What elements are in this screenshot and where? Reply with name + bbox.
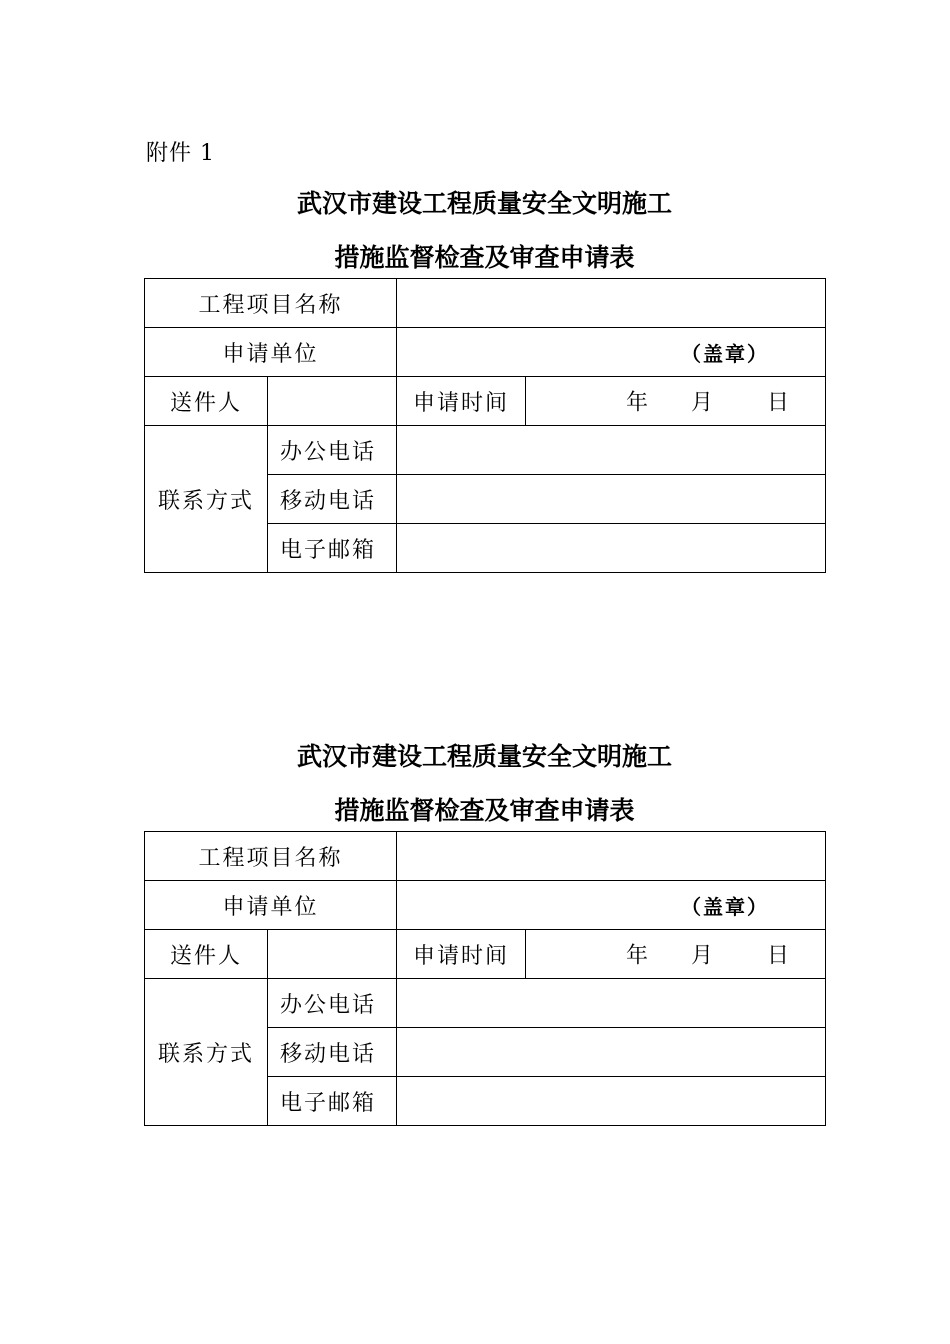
form-title-line1: 武汉市建设工程质量安全文明施工 bbox=[296, 742, 672, 771]
form-table bbox=[144, 831, 826, 1126]
apply-time-label: 申请时间 bbox=[397, 930, 526, 979]
mobile-phone-label: 移动电话 bbox=[268, 475, 397, 524]
sender-row bbox=[145, 377, 826, 426]
project-name-label: 工程项目名称 bbox=[145, 279, 397, 328]
applicant-label: 申请单位 bbox=[145, 881, 397, 930]
apply-date-field[interactable] bbox=[526, 377, 826, 426]
form-title-line2: 措施监督检查及审查申请表 bbox=[334, 243, 635, 272]
month-label: 月 bbox=[691, 943, 716, 969]
office-phone-label: 办公电话 bbox=[268, 426, 397, 475]
email-label: 电子邮箱 bbox=[268, 1077, 397, 1126]
applicant-row bbox=[145, 881, 826, 930]
seal-field[interactable]: （盖章） bbox=[397, 328, 826, 377]
application-form-2 bbox=[144, 741, 825, 1126]
seal-field[interactable]: （盖章） bbox=[397, 881, 826, 930]
apply-date-field[interactable] bbox=[526, 930, 826, 979]
office-phone-row bbox=[145, 979, 826, 1028]
year-label: 年 bbox=[626, 390, 651, 416]
project-name-label: 工程项目名称 bbox=[145, 832, 397, 881]
day-label: 日 bbox=[767, 390, 792, 416]
applicant-row bbox=[145, 328, 826, 377]
form-table bbox=[144, 278, 826, 573]
sender-label: 送件人 bbox=[145, 930, 268, 979]
office-phone-field[interactable] bbox=[397, 979, 826, 1028]
sender-field[interactable] bbox=[268, 930, 397, 979]
project-name-field[interactable] bbox=[397, 279, 826, 328]
project-name-field[interactable] bbox=[397, 832, 826, 881]
email-label: 电子邮箱 bbox=[268, 524, 397, 573]
month-label: 月 bbox=[691, 390, 716, 416]
sender-row bbox=[145, 930, 826, 979]
contact-label: 联系方式 bbox=[145, 426, 268, 573]
form-title-line2: 措施监督检查及审查申请表 bbox=[334, 796, 635, 825]
form-title-line1: 武汉市建设工程质量安全文明施工 bbox=[296, 189, 672, 218]
sender-label: 送件人 bbox=[145, 377, 268, 426]
year-label: 年 bbox=[626, 943, 651, 969]
project-name-row bbox=[145, 832, 826, 881]
application-form-1 bbox=[144, 188, 825, 573]
project-name-row bbox=[145, 279, 826, 328]
mobile-phone-label: 移动电话 bbox=[268, 1028, 397, 1077]
attachment-label: 附件 1 bbox=[146, 141, 215, 166]
office-phone-field[interactable] bbox=[397, 426, 826, 475]
mobile-phone-field[interactable] bbox=[397, 475, 826, 524]
email-field[interactable] bbox=[397, 1077, 826, 1126]
email-field[interactable] bbox=[397, 524, 826, 573]
applicant-label: 申请单位 bbox=[145, 328, 397, 377]
office-phone-row bbox=[145, 426, 826, 475]
office-phone-label: 办公电话 bbox=[268, 979, 397, 1028]
contact-label: 联系方式 bbox=[145, 979, 268, 1126]
sender-field[interactable] bbox=[268, 377, 397, 426]
mobile-phone-field[interactable] bbox=[397, 1028, 826, 1077]
apply-time-label: 申请时间 bbox=[397, 377, 526, 426]
day-label: 日 bbox=[767, 943, 792, 969]
